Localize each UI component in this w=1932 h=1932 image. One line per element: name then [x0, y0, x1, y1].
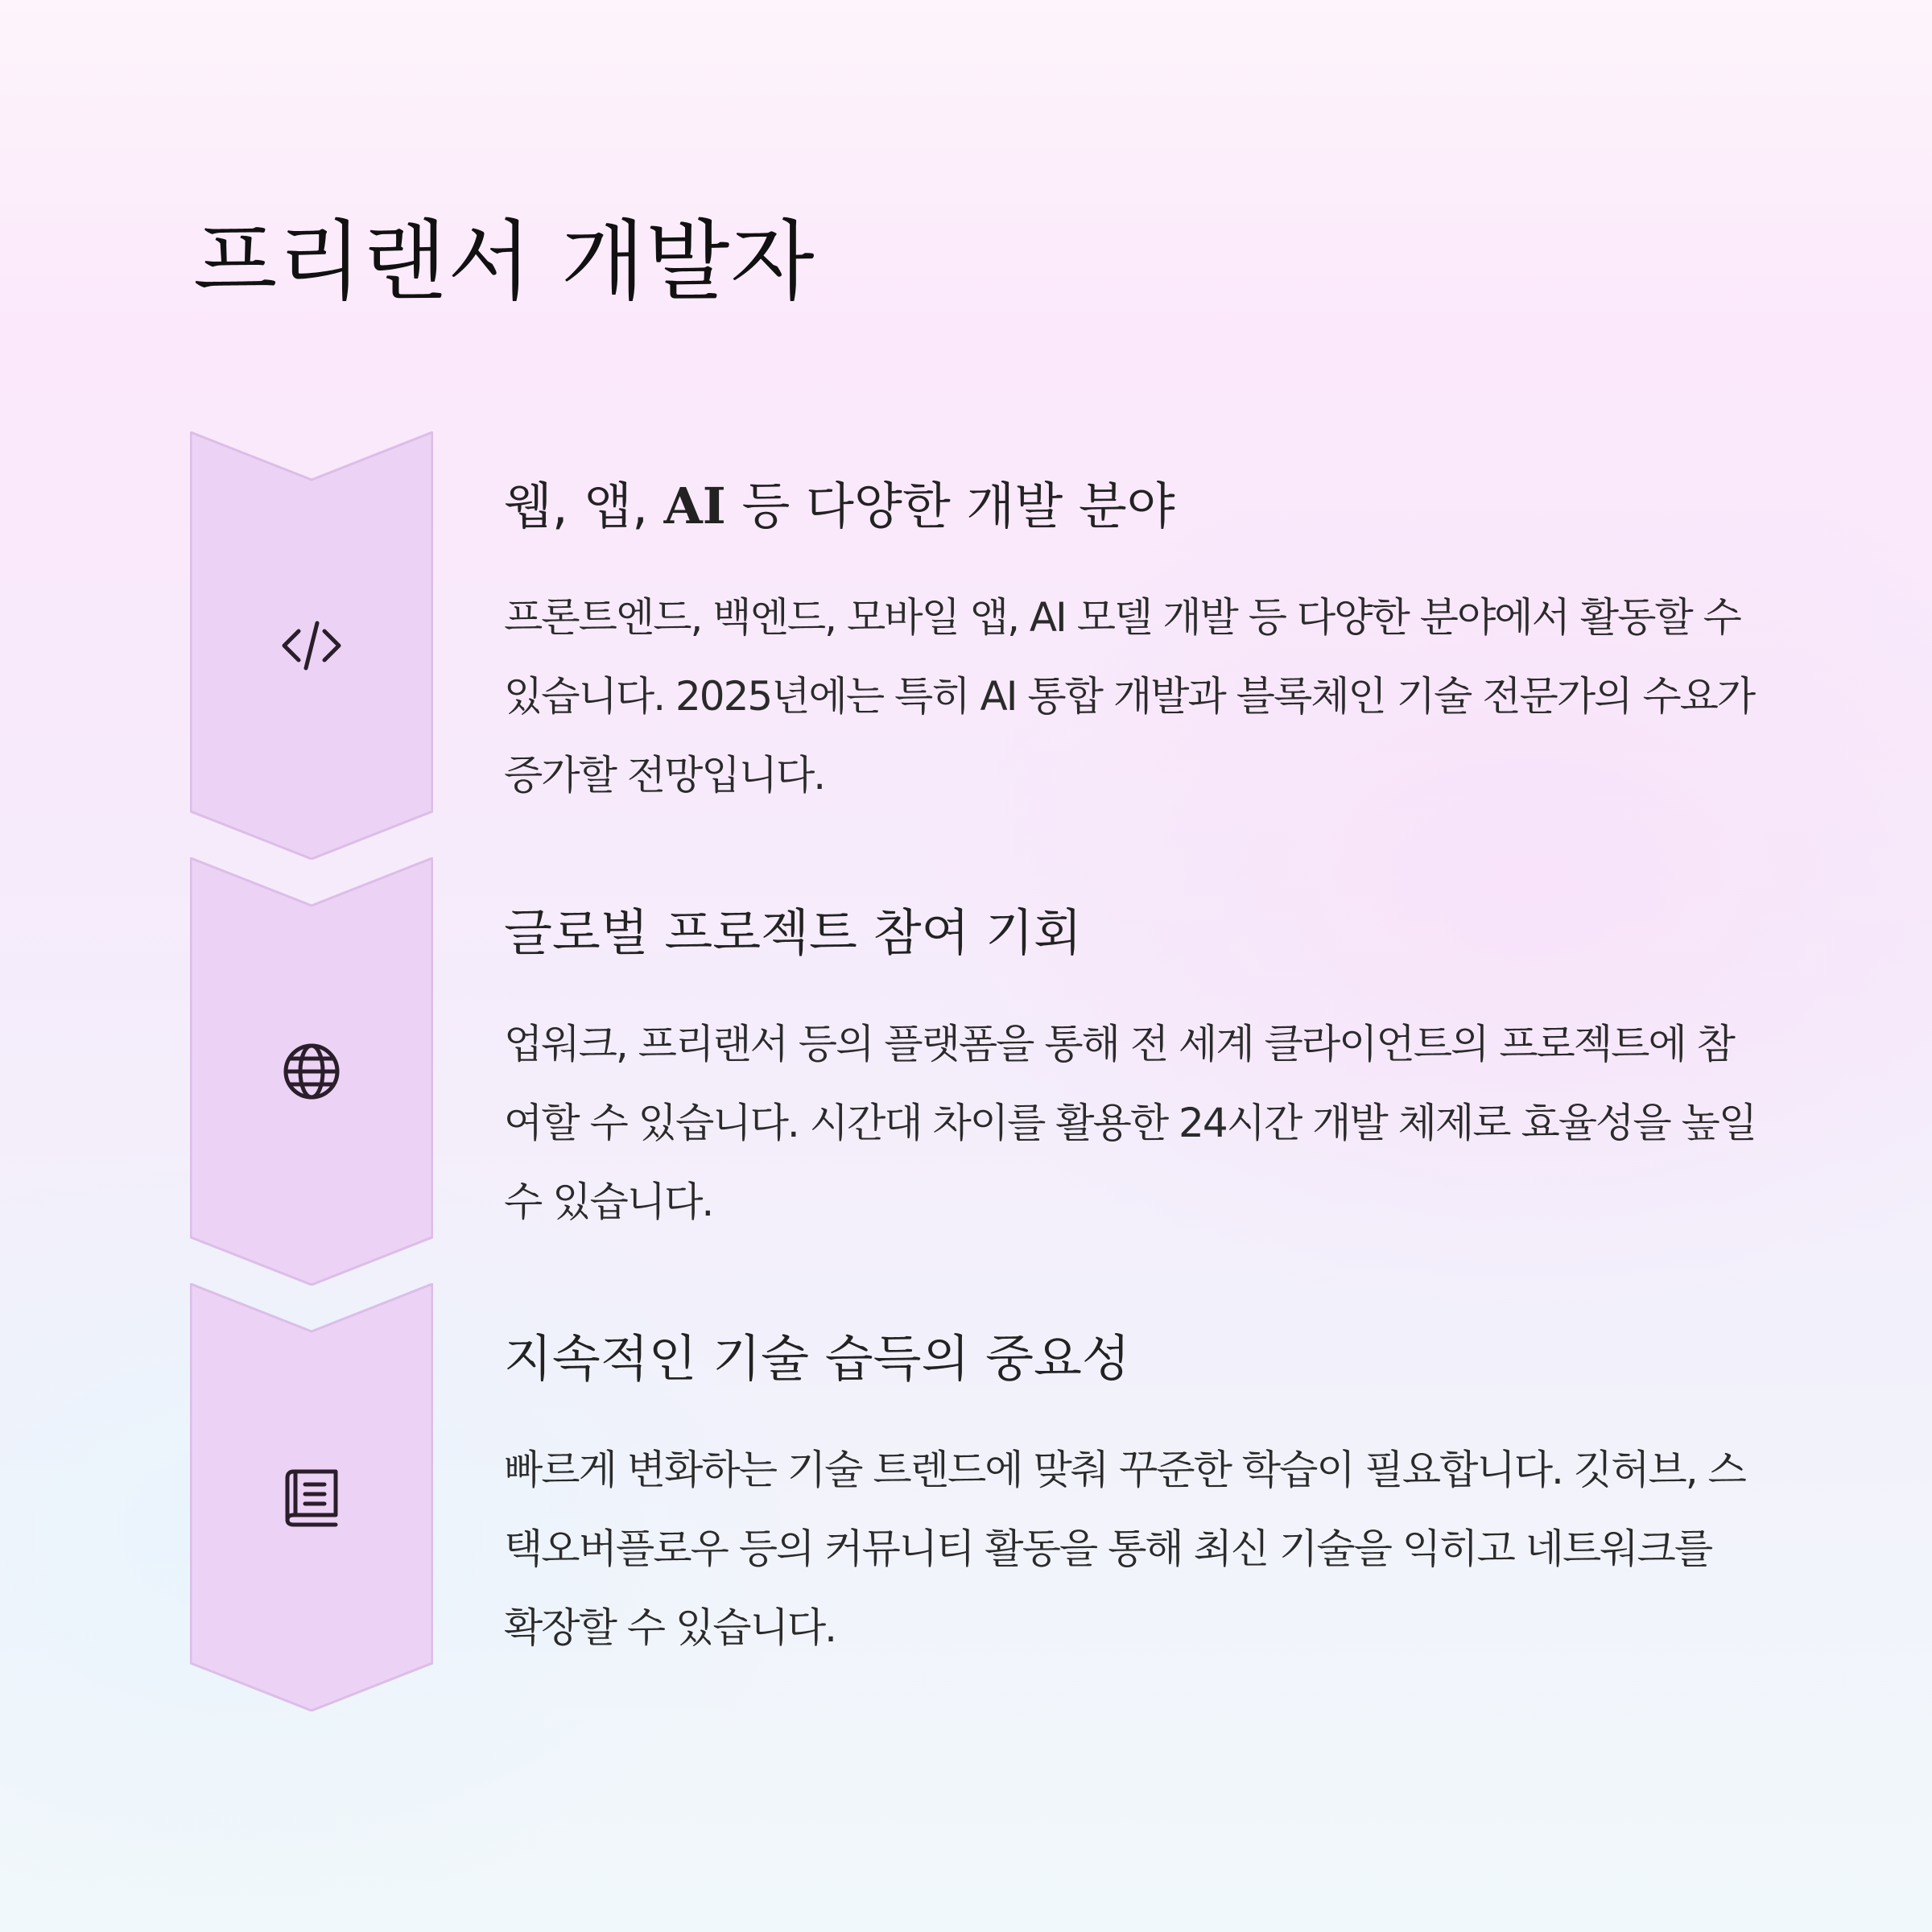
book-icon — [279, 1465, 344, 1530]
page-title: 프리랜서 개발자 — [193, 212, 815, 312]
step-3-heading: 지속적인 기술 습득의 중요성 — [504, 1329, 1130, 1388]
step-1-heading — [504, 477, 1175, 535]
step-2-chevron — [190, 857, 433, 1286]
step-2-heading: 글로벌 프로젝트 참여 기회 — [504, 903, 1082, 962]
step-3-chevron — [190, 1283, 433, 1711]
globe-icon — [279, 1039, 344, 1104]
step-1-body: 프론트엔드, 백엔드, 모바일 앱, AI 모델 개발 등 다양한 분야에서 활동할 수 있습니다. 2025년에는 특히 AI 통합 개발과 블록체인 기술 전문가의 수요가 증가할 전망입니다. — [504, 594, 1755, 799]
step-1-heading-ai: AI — [663, 477, 726, 535]
step-2-body: 업워크, 프리랜서 등의 플랫폼을 통해 전 세계 클라이언트의 프로젝트에 참여할 수 있습니다. 시간대 차이를 활용한 24시간 개발 체제로 효율성을 높일 수 있습니다. — [504, 1021, 1757, 1225]
step-3-body: 빠르게 변화하는 기술 트렌드에 맞춰 꾸준한 학습이 필요합니다. 깃허브, 스택오버플로우 등의 커뮤니티 활동을 통해 최신 기술을 익히고 네트워크를 확장할 수 있습니다. — [504, 1447, 1745, 1651]
code-icon — [279, 613, 344, 678]
step-1-chevron — [190, 431, 433, 860]
step-1-heading-pre: 웹, 앱, — [504, 477, 664, 535]
step-1-heading-post: 등 다양한 개발 분야 — [725, 477, 1175, 535]
